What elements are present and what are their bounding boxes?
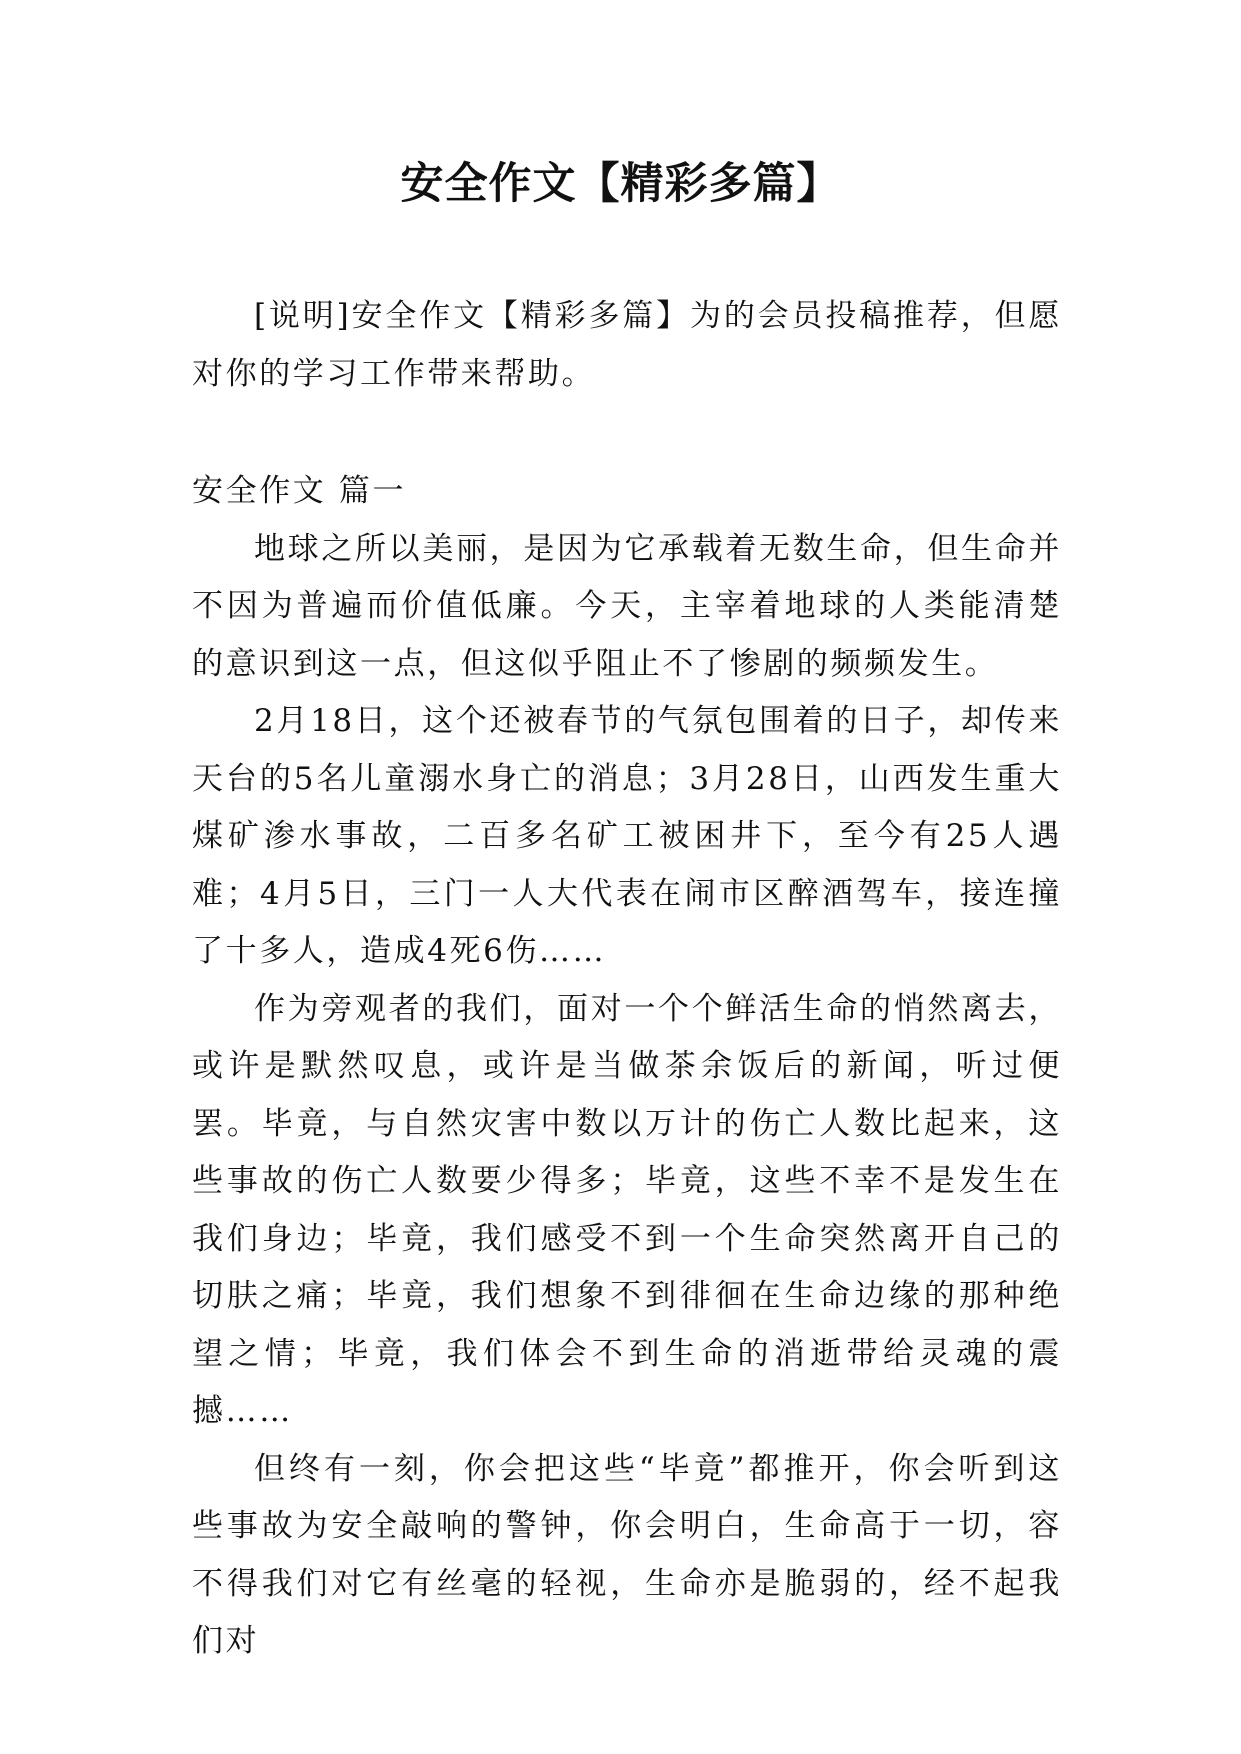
body-paragraph: 但终有一刻，你会把这些“毕竟”都推开，你会听到这些事故为安全敲响的警钟，你会明白，生命高于一切，容不得我们对它有丝毫的轻视，生命亦是脆弱的，经不起我们对 — [192, 1450, 1062, 1659]
section-heading: 安全作文 篇一 — [192, 473, 407, 509]
body-paragraph: 作为旁观者的我们，面对一个个鲜活生命的悄然离去，或许是默然叹息，或许是当做茶余饭后的新闻，听过便罢。毕竟，与自然灾害中数以万计的伤亡人数比起来，这些事故的伤亡人数要少得多；毕竟，这些不幸不是发生在我们身边；毕竟，我们感受不到一个生命突然离开自己的切肤之痛；毕竟，我们想象不到徘徊在生命边缘的那种绝望之情；毕竟，我们体会不到生命的消逝带给灵魂的震撼…… — [192, 990, 1062, 1429]
body-paragraph: 2月18日，这个还被春节的气氛包围着的日子，却传来天台的5名儿童溺水身亡的消息；3月28日，山西发生重大煤矿渗水事故，二百多名矿工被困井下，至今有25人遇难；4月5日，三门一人大代表在闹市区醉酒驾车，接连撞了十多人，造成4死6伤…… — [192, 703, 1062, 969]
note-paragraph: [说明]安全作文【精彩多篇】为的会员投稿推荐，但愿对你的学习工作带来帮助。 — [192, 298, 1062, 392]
document-title: 安全作文【精彩多篇】 — [400, 159, 841, 209]
description-note — [192, 288, 1062, 403]
body-paragraph: 地球之所以美丽，是因为它承载着无数生命，但生命并不因为普遍而价值低廉。今天，主宰着地球的人类能清楚的意识到这一点，但这似乎阻止不了惨剧的频频发生。 — [192, 530, 1062, 682]
article-body — [192, 463, 1062, 1671]
